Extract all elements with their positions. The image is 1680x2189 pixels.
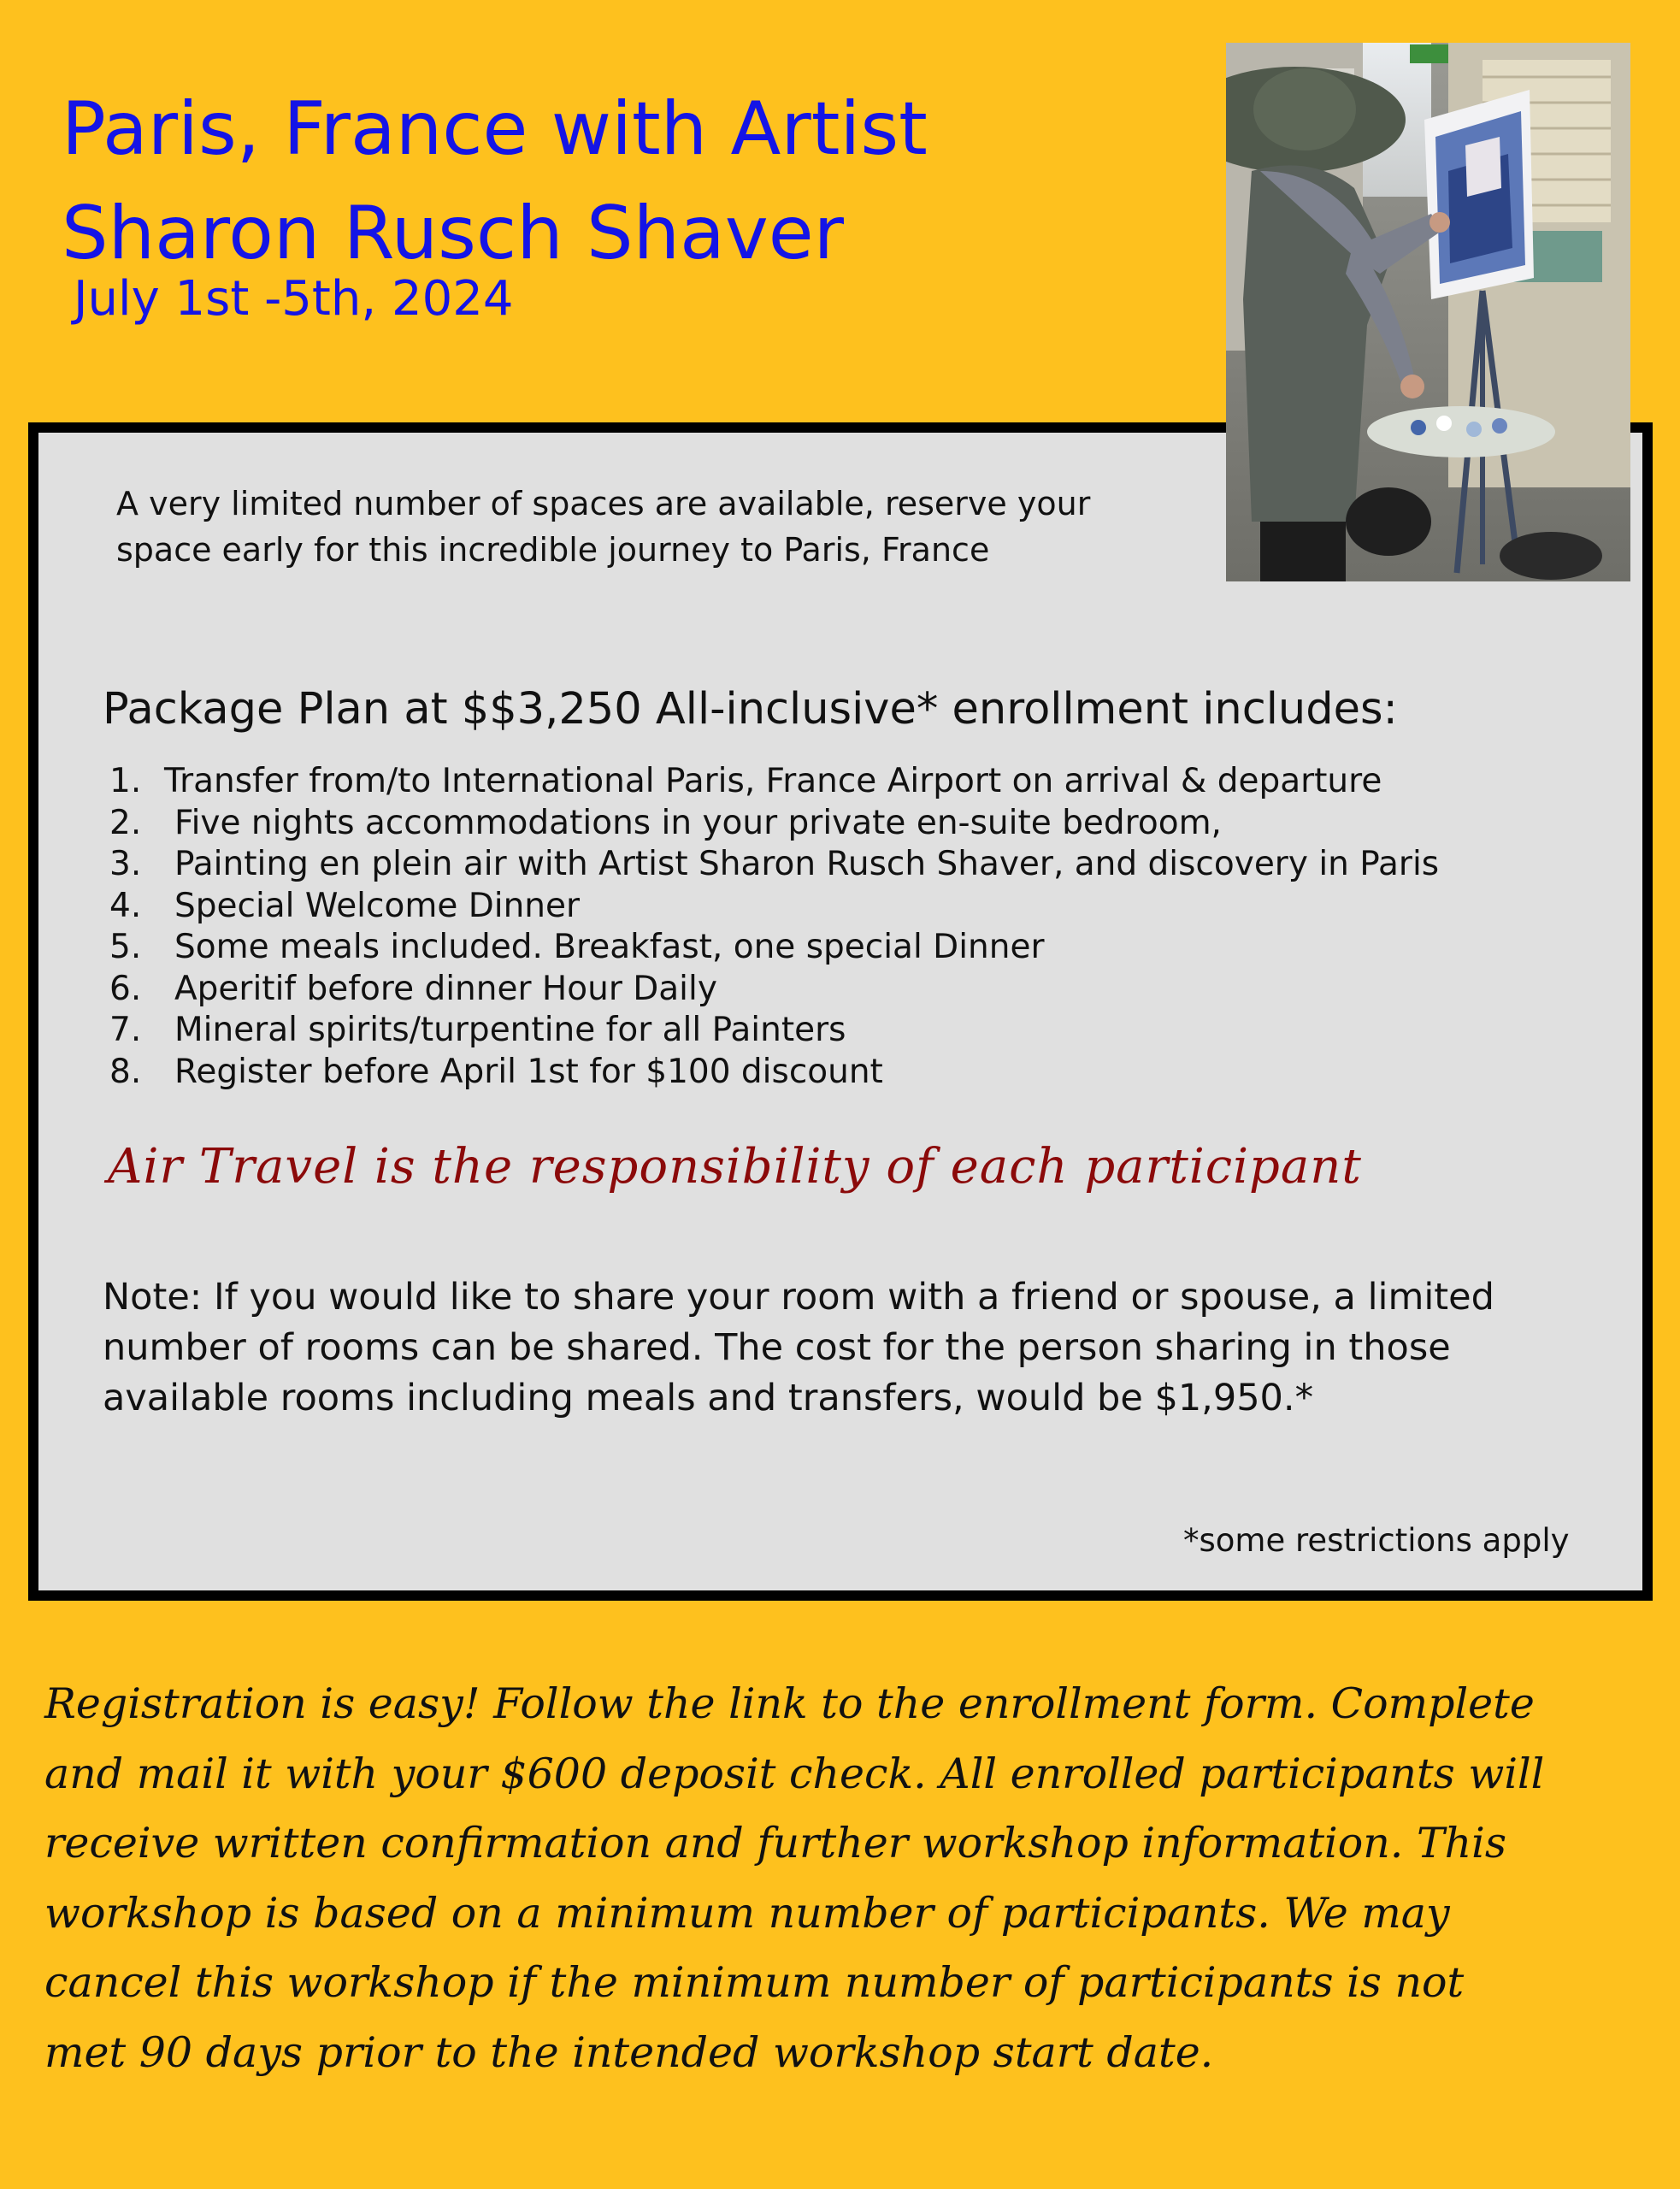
item-text: Special Welcome Dinner	[174, 886, 581, 925]
list-item	[109, 969, 1439, 1011]
item-number: 4.	[109, 886, 142, 925]
note-line: number of rooms can be shared. The cost for the person sharing in those	[103, 1326, 1451, 1369]
room-sharing-note	[103, 1272, 1607, 1424]
restrictions-footnote: *some restrictions apply	[1183, 1522, 1570, 1559]
registration-line: cancel this workshop if the minimum number of participants is not	[44, 1958, 1465, 2007]
item-text: Some meals included. Breakfast, one special Dinner	[174, 928, 1045, 966]
registration-line: workshop is based on a minimum number of participants. We may	[44, 1888, 1450, 1938]
list-item	[109, 927, 1439, 969]
title-line: Paris, France with Artist	[62, 86, 928, 172]
registration-line: receive written confirmation and further workshop information. This	[44, 1819, 1506, 1867]
artist-painting-photo	[1226, 43, 1630, 581]
item-number: 2.	[109, 803, 142, 842]
item-number: 1.	[109, 762, 142, 800]
availability-line: A very limited number of spaces are available, reserve your	[116, 485, 1091, 522]
availability-notice	[116, 481, 1142, 573]
item-text: Aperitif before dinner Hour Daily	[174, 969, 717, 1008]
note-line: Note: If you would like to share your room with a friend or spouse, a limited	[103, 1276, 1494, 1319]
registration-line: and mail it with your $600 deposit check. All enrolled participants will	[44, 1749, 1545, 1798]
list-item	[109, 803, 1439, 845]
list-item	[109, 761, 1439, 803]
artist-painting-outdoors-photo-icon	[1226, 43, 1630, 581]
list-item	[109, 886, 1439, 928]
title-line: Sharon Rusch Shaver	[62, 191, 845, 276]
page-title	[62, 77, 1173, 286]
item-number: 7.	[109, 1011, 142, 1049]
package-heading: Package Plan at $$3,250 All-inclusive* enrollment includes:	[103, 684, 1398, 735]
registration-line: met 90 days prior to the intended workshop start date.	[44, 2027, 1214, 2077]
list-item	[109, 844, 1439, 886]
item-text: Transfer from/to International Paris, France Airport on arrival & departure	[164, 762, 1382, 800]
registration-line: Registration is easy! Follow the link to the enrollment form. Complete	[44, 1679, 1535, 1728]
item-number: 5.	[109, 928, 142, 966]
item-text: Painting en plein air with Artist Sharon Rusch Shaver, and discovery in Paris	[174, 845, 1440, 883]
item-text: Five nights accommodations in your private en-suite bedroom,	[174, 803, 1222, 842]
item-text: Mineral spirits/turpentine for all Painters	[174, 1011, 846, 1049]
note-line: available rooms including meals and transfers, would be $1,950.*	[103, 1377, 1314, 1419]
registration-info	[44, 1669, 1669, 2087]
item-number: 8.	[109, 1052, 142, 1091]
item-number: 6.	[109, 969, 142, 1008]
item-text: Register before April 1st for $100 discount	[174, 1052, 883, 1091]
availability-line: space early for this incredible journey to Paris, France	[116, 531, 990, 569]
workshop-dates: July 1st -5th, 2024	[74, 271, 514, 327]
item-number: 3.	[109, 845, 142, 883]
list-item	[109, 1052, 1439, 1094]
list-item	[109, 1010, 1439, 1052]
air-travel-notice: Air Travel is the responsibility of each participant	[108, 1139, 1362, 1195]
inclusions-list	[109, 761, 1439, 1093]
